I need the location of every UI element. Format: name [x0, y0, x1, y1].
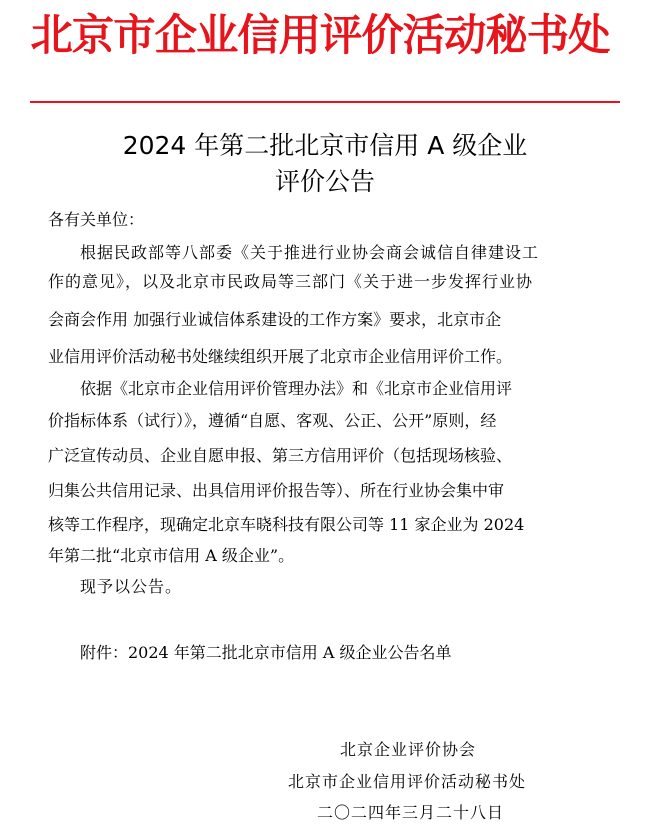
org-header-title: 北京市企业信用评价活动秘书处 — [30, 11, 610, 61]
attachment-line: 附件：2024 年第二批北京市信用 A 级企业公告名单 — [80, 643, 452, 662]
paragraph-2-line: 年第二批“北京市信用 A 级企业”。 — [48, 546, 295, 565]
signature-org-1: 北京企业评价协会 — [340, 740, 477, 759]
paragraph-1-line: 业信用评价活动秘书处继续组织开展了北京市企业信用评价工作。 — [48, 347, 513, 366]
paragraph-3: 现予以公告。 — [80, 577, 183, 596]
paragraph-2-line: 归集公共信用记录、出具信用评价报告等）、所在行业协会集中审 — [48, 481, 505, 500]
document-title-line-2: 评价公告 — [274, 167, 375, 196]
document-title — [0, 128, 650, 200]
paragraph-2-line: 核等工作程序，现确定北京车晓科技有限公司等 11 家企业为 2024 — [48, 515, 525, 534]
paragraph-1-line: 作的意见》，以及北京市民政局等三部门《关于进一步发挥行业协 — [48, 272, 534, 291]
paragraph-2-line: 价指标体系（试行）》，遵循“自愿、客观、公正、公开”原则，经 — [48, 411, 497, 430]
salutation: 各有关单位： — [48, 210, 145, 229]
signature-date: 二〇二四年三月二十八日 — [317, 803, 505, 822]
paragraph-2-line: 广泛宣传动员、企业自愿申报、第三方信用评价（包括现场核验、 — [48, 446, 513, 465]
document-title-line-1: 2024 年第二批北京市信用 A 级企业 — [122, 131, 528, 160]
paragraph-2-line: 依据《北京市企业信用评价管理办法》和《北京市企业信用评 — [80, 379, 513, 398]
signature-org-2: 北京市企业信用评价活动秘书处 — [288, 772, 527, 791]
paragraph-1-line: 根据民政部等八部委《关于推进行业协会商会诚信自律建设工 — [80, 243, 540, 262]
paragraph-1-line: 会商会作用 加强行业诚信体系建设的工作方案》要求，北京市企 — [48, 310, 502, 329]
header-red-rule — [30, 101, 620, 103]
